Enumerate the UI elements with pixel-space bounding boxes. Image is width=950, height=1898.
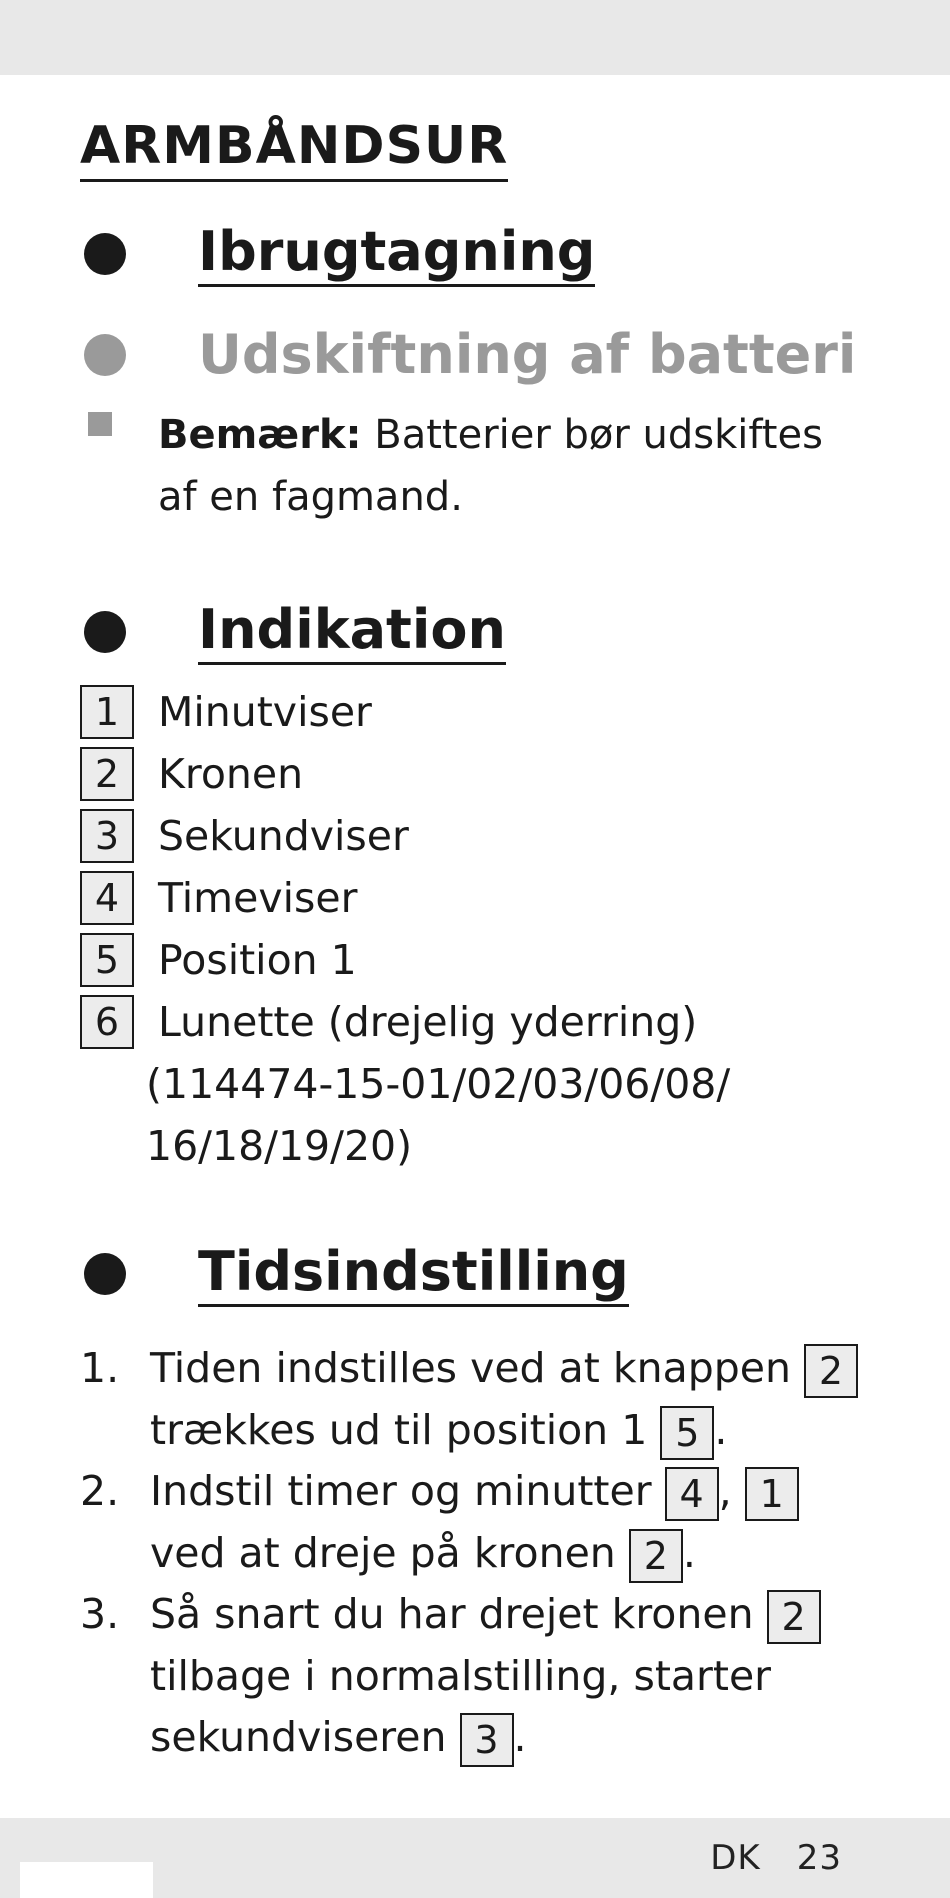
note-label: Bemærk: <box>158 412 362 458</box>
legend-number-box: 4 <box>80 871 134 925</box>
bullet-dot-icon <box>84 611 126 653</box>
legend-item <box>80 805 730 867</box>
part-reference-box: 2 <box>629 1529 683 1583</box>
step-text-fragment: tilbage i normalstilling, starter sekundviseren <box>150 1651 772 1761</box>
step-text-fragment: . <box>682 1528 696 1577</box>
bullet-dot-icon <box>84 233 126 275</box>
step-text <box>150 1584 880 1769</box>
legend-item <box>80 681 730 743</box>
note-paragraph <box>158 404 848 528</box>
part-reference-box: 1 <box>745 1467 799 1521</box>
part-reference-box: 4 <box>665 1467 719 1521</box>
legend-label: Timeviser <box>158 874 358 922</box>
top-margin-band <box>0 0 950 75</box>
section-time-setting <box>84 1240 629 1307</box>
part-reference-box: 2 <box>804 1344 858 1398</box>
part-reference-box: 3 <box>460 1713 514 1767</box>
step-number: 3. <box>80 1590 120 1638</box>
section-heading-commissioning: Ibrugtagning <box>198 220 595 287</box>
legend-item <box>80 991 730 1053</box>
time-setting-steps <box>80 1338 880 1769</box>
legend-item <box>80 929 730 991</box>
legend-model-numbers: (114474-15-01/02/03/06/08/ <box>146 1060 731 1108</box>
step-text-fragment: , <box>718 1467 745 1515</box>
section-battery <box>84 323 856 387</box>
step-text-fragment: Så snart du har drejet kronen <box>150 1590 767 1638</box>
step-text-fragment: trækkes ud til position 1 <box>150 1405 661 1454</box>
step-text-fragment: . <box>513 1713 527 1761</box>
bullet-dot-icon <box>84 334 126 376</box>
step-item <box>80 1584 880 1769</box>
bottom-margin-white-block <box>20 1862 153 1898</box>
step-text-fragment: Tiden indstilles ved at knappen <box>150 1344 804 1392</box>
step-item <box>80 1461 880 1584</box>
legend-number-box: 2 <box>80 747 134 801</box>
legend-label: Minutviser <box>158 688 372 736</box>
step-text-fragment: Indstil timer og minutter <box>150 1467 665 1515</box>
section-indication <box>84 598 506 665</box>
section-heading-battery: Udskiftning af batteri <box>198 323 857 386</box>
legend-item <box>80 743 730 805</box>
step-text <box>150 1461 880 1584</box>
battery-note <box>88 404 848 528</box>
step-number: 2. <box>80 1467 120 1515</box>
legend-number-box: 5 <box>80 933 134 987</box>
step-text-fragment: . <box>714 1405 728 1454</box>
square-bullet-icon <box>88 412 112 436</box>
legend-label: Position 1 <box>158 936 357 984</box>
step-text <box>150 1338 880 1461</box>
note-text: Batterier bør udskiftes af en fagmand. <box>158 412 823 520</box>
legend-model-numbers: 16/18/19/20) <box>146 1122 413 1170</box>
section-commissioning <box>84 220 595 287</box>
legend-item <box>80 867 730 929</box>
parts-legend <box>80 681 730 1177</box>
step-text-fragment: ved at dreje på kronen <box>150 1528 629 1577</box>
legend-label: Kronen <box>158 750 304 798</box>
page-footer <box>710 1838 842 1878</box>
footer-page-number: 23 <box>796 1838 842 1878</box>
step-item <box>80 1338 880 1461</box>
legend-number-box: 3 <box>80 809 134 863</box>
bullet-dot-icon <box>84 1253 126 1295</box>
legend-label: Lunette (drejelig yderring) <box>158 998 698 1046</box>
part-reference-box: 5 <box>660 1406 714 1460</box>
legend-number-box: 6 <box>80 995 134 1049</box>
page-title: ARMBÅNDSUR <box>80 115 508 182</box>
legend-number-box: 1 <box>80 685 134 739</box>
legend-label: Sekundviser <box>158 812 409 860</box>
step-number: 1. <box>80 1344 120 1392</box>
part-reference-box: 2 <box>767 1590 821 1644</box>
section-heading-time-setting: Tidsindstilling <box>198 1240 629 1307</box>
section-heading-indication: Indikation <box>198 598 506 665</box>
footer-language: DK <box>710 1838 761 1878</box>
